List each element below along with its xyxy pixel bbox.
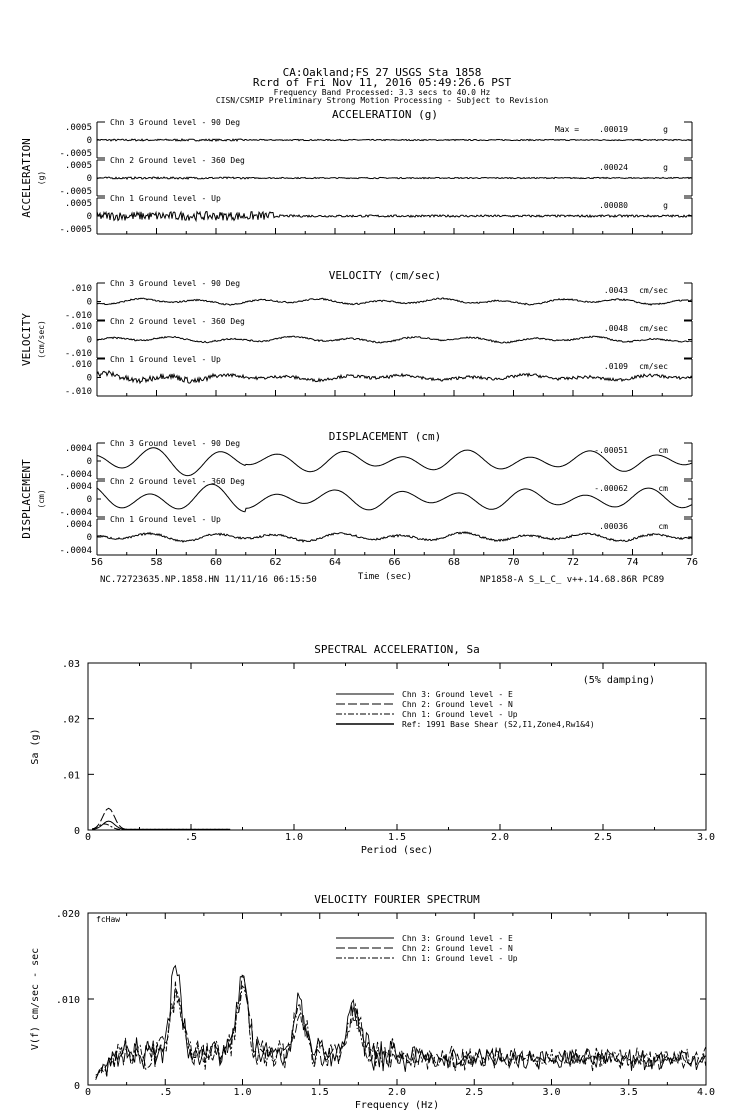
legend-entry: Chn 3: Ground level - E bbox=[402, 690, 513, 699]
time-history-trace bbox=[97, 532, 692, 542]
footer-left: NC.72723635.NP.1858.HN 11/11/16 06:15:50 bbox=[100, 575, 317, 585]
y-tick-label: .010 bbox=[70, 284, 92, 294]
y-tick-label: 0 bbox=[86, 136, 92, 146]
y-tick-label: -.010 bbox=[64, 311, 92, 321]
y-tick-label: .010 bbox=[70, 360, 92, 370]
y-tick-label: -.0004 bbox=[59, 508, 92, 518]
x-tick-label: 1.0 bbox=[233, 1087, 252, 1098]
x-axis-label: Frequency (Hz) bbox=[354, 1100, 440, 1111]
x-tick-label: 68 bbox=[447, 557, 461, 568]
x-tick-label: 72 bbox=[566, 557, 580, 568]
y-tick-label: .02 bbox=[61, 714, 80, 726]
y-tick-label: .020 bbox=[55, 909, 80, 920]
panel-title: VELOCITY (cm/sec) bbox=[328, 269, 442, 282]
damping-note: (5% damping) bbox=[582, 675, 655, 686]
y-axis-label: V(f) cm/sec - sec bbox=[30, 947, 41, 1051]
x-axis-label: Time (sec) bbox=[357, 572, 413, 582]
panel-title: DISPLACEMENT (cm) bbox=[328, 430, 442, 443]
x-tick-label: 2.0 bbox=[490, 832, 510, 843]
x-tick-label: 66 bbox=[388, 557, 401, 568]
max-value: .00019 bbox=[599, 125, 628, 134]
x-tick-label: 74 bbox=[626, 557, 639, 568]
y-tick-label: .0004 bbox=[64, 444, 92, 454]
max-value: -.00051 bbox=[594, 446, 628, 455]
x-tick-label: .5 bbox=[184, 832, 198, 843]
x-tick-label: 4.0 bbox=[696, 1087, 716, 1098]
max-value: .0109 bbox=[603, 362, 628, 371]
max-unit: g bbox=[663, 201, 668, 210]
y-tick-label: -.0004 bbox=[59, 470, 92, 480]
x-tick-label: 1.5 bbox=[387, 832, 407, 843]
spectral-curve bbox=[92, 821, 230, 829]
legend-entry: Chn 1: Ground level - Up bbox=[402, 954, 518, 963]
y-tick-label: -.0005 bbox=[59, 149, 92, 159]
max-value: .00080 bbox=[599, 201, 628, 210]
legend-entry: Chn 2: Ground level - N bbox=[402, 700, 513, 709]
max-unit: cm bbox=[658, 446, 668, 455]
x-tick-label: 1.0 bbox=[284, 832, 304, 843]
max-unit: cm bbox=[658, 522, 668, 531]
max-unit: cm/sec bbox=[639, 324, 668, 333]
header-station: CA:Oakland;FS 27 USGS Sta 1858 bbox=[282, 66, 482, 79]
x-tick-label: 56 bbox=[90, 557, 104, 568]
max-value: .0048 bbox=[603, 324, 628, 333]
channel-label: Chn 1 Ground level - Up bbox=[110, 515, 221, 524]
x-tick-label: 62 bbox=[269, 557, 282, 568]
y-tick-label: .0005 bbox=[64, 123, 92, 133]
max-unit: cm/sec bbox=[639, 362, 668, 371]
fourier-curve bbox=[96, 966, 706, 1076]
time-history-trace bbox=[97, 298, 692, 305]
y-tick-label: 0 bbox=[73, 826, 80, 837]
panel-title: ACCELERATION (g) bbox=[332, 108, 438, 121]
legend-entry: Chn 2: Ground level - N bbox=[402, 944, 513, 953]
y-axis-label: VELOCITY bbox=[20, 313, 33, 366]
x-tick-label: 2.5 bbox=[593, 832, 613, 843]
x-tick-label: 58 bbox=[150, 557, 163, 568]
y-tick-label: 0 bbox=[86, 533, 92, 543]
y-axis-label: Sa (g) bbox=[30, 728, 41, 765]
y-tick-label: -.010 bbox=[64, 387, 92, 397]
header-record: Rcrd of Fri Nov 11, 2016 05:49:26.6 PST bbox=[252, 76, 512, 89]
legend-entry: Ref: 1991 Base Shear (S2,I1,Zone4,Rw1&4) bbox=[402, 720, 595, 729]
chart-title: SPECTRAL ACCELERATION, Sa bbox=[314, 643, 480, 656]
channel-label: Chn 2 Ground level - 360 Deg bbox=[110, 156, 245, 165]
fourier-curve bbox=[96, 975, 706, 1077]
y-tick-label: 0 bbox=[73, 1081, 80, 1092]
time-history-trace bbox=[97, 212, 692, 221]
x-tick-label: 2.0 bbox=[387, 1087, 407, 1098]
legend-entry: Chn 3: Ground level - E bbox=[402, 934, 513, 943]
max-value: -.00062 bbox=[594, 484, 628, 493]
x-tick-label: 76 bbox=[685, 557, 699, 568]
x-tick-label: 3.0 bbox=[542, 1087, 561, 1098]
x-tick-label: 70 bbox=[507, 557, 520, 568]
y-axis-unit: (g) bbox=[37, 170, 46, 186]
y-tick-label: .0005 bbox=[64, 161, 92, 171]
y-tick-label: 0 bbox=[86, 495, 92, 505]
y-tick-label: 0 bbox=[86, 174, 92, 184]
y-tick-label: 0 bbox=[86, 212, 92, 222]
x-tick-label: 60 bbox=[209, 557, 223, 568]
y-tick-label: 0 bbox=[86, 335, 92, 346]
y-tick-label: -.0005 bbox=[59, 187, 92, 197]
time-history-trace bbox=[97, 177, 692, 179]
x-tick-label: 0 bbox=[84, 832, 92, 843]
max-unit: cm bbox=[658, 484, 668, 493]
spectral-curve bbox=[92, 824, 230, 830]
y-tick-label: .010 bbox=[55, 995, 80, 1006]
y-tick-label: 0 bbox=[86, 297, 92, 308]
x-tick-label: 2.5 bbox=[465, 1087, 484, 1098]
y-tick-label: .0005 bbox=[64, 199, 92, 209]
x-tick-label: 0 bbox=[84, 1087, 92, 1098]
y-axis-unit: (cm/sec) bbox=[37, 320, 46, 359]
x-axis-label: Period (sec) bbox=[360, 845, 434, 856]
plot-tag: fcHaw bbox=[96, 915, 121, 924]
y-tick-label: .0004 bbox=[64, 482, 92, 492]
spectral-curve bbox=[92, 808, 230, 829]
x-tick-label: 64 bbox=[328, 557, 342, 568]
header-band: Frequency Band Processed: 3.3 secs to 40.0 Hz bbox=[273, 88, 491, 97]
chart-title: VELOCITY FOURIER SPECTRUM bbox=[314, 893, 480, 906]
max-label: Max = bbox=[555, 125, 580, 134]
header-disclaimer: CISN/CSMIP Preliminary Strong Motion Processing - Subject to Revision bbox=[215, 96, 549, 105]
y-tick-label: .03 bbox=[61, 659, 80, 670]
max-unit: g bbox=[663, 125, 668, 134]
max-unit: cm/sec bbox=[639, 286, 668, 295]
max-value: .00036 bbox=[599, 522, 628, 531]
plot-frame bbox=[88, 663, 706, 830]
y-tick-label: .0004 bbox=[64, 520, 92, 530]
y-tick-label: -.0004 bbox=[59, 546, 92, 556]
channel-label: Chn 3 Ground level - 90 Deg bbox=[110, 118, 241, 127]
channel-label: Chn 3 Ground level - 90 Deg bbox=[110, 279, 241, 288]
y-axis-unit: (cm) bbox=[37, 489, 46, 509]
x-tick-label: 3.5 bbox=[619, 1087, 638, 1098]
max-unit: g bbox=[663, 163, 668, 172]
y-tick-label: .01 bbox=[61, 770, 80, 782]
channel-label: Chn 1 Ground level - Up bbox=[110, 355, 221, 364]
y-axis-label: ACCELERATION bbox=[20, 138, 33, 218]
footer-right: NP1858-A S_L_C_ v++.14.68.86R PC89 bbox=[480, 575, 665, 585]
channel-label: Chn 2 Ground level - 360 Deg bbox=[110, 477, 245, 486]
y-tick-label: -.010 bbox=[64, 349, 92, 359]
time-history-trace bbox=[97, 139, 692, 141]
time-history-trace bbox=[97, 371, 692, 383]
channel-label: Chn 1 Ground level - Up bbox=[110, 194, 221, 203]
legend-entry: Chn 1: Ground level - Up bbox=[402, 710, 518, 719]
fourier-curve bbox=[96, 986, 706, 1080]
max-value: .00024 bbox=[599, 163, 628, 172]
x-tick-label: 3.0 bbox=[696, 832, 716, 843]
y-tick-label: .010 bbox=[70, 322, 92, 332]
time-history-trace bbox=[97, 336, 692, 343]
x-tick-label: .5 bbox=[159, 1087, 172, 1098]
max-value: .0043 bbox=[603, 286, 628, 295]
y-tick-label: -.0005 bbox=[59, 225, 92, 235]
y-tick-label: 0 bbox=[86, 373, 92, 384]
y-axis-label: DISPLACEMENT bbox=[20, 459, 33, 539]
channel-label: Chn 2 Ground level - 360 Deg bbox=[110, 317, 245, 326]
y-tick-label: 0 bbox=[86, 457, 92, 467]
channel-label: Chn 3 Ground level - 90 Deg bbox=[110, 439, 241, 448]
x-tick-label: 1.5 bbox=[310, 1087, 329, 1098]
